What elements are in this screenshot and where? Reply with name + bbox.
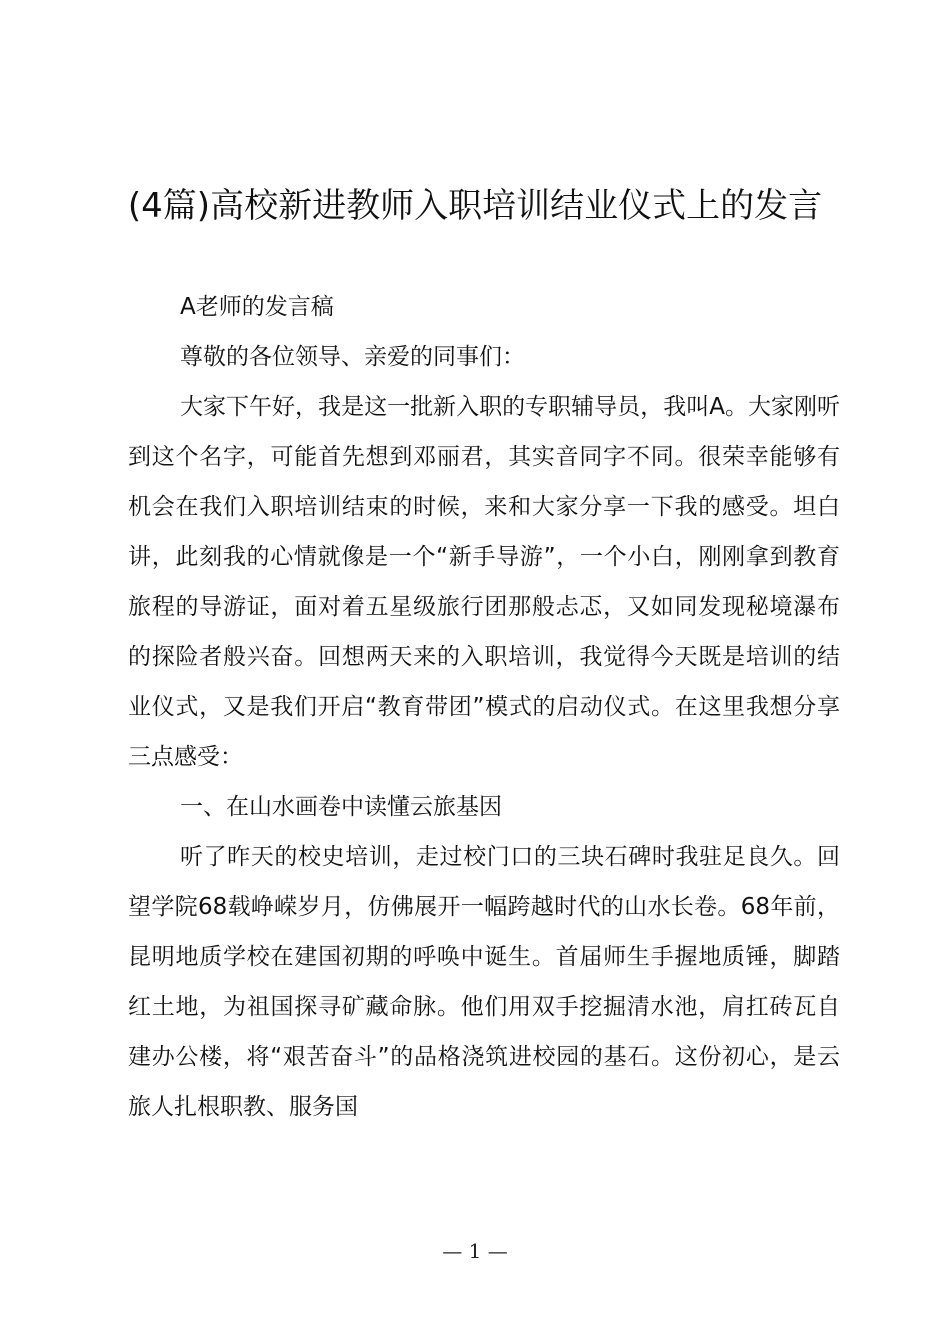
document-body: [128, 282, 840, 1132]
paragraph-school-history: 听了昨天的校史培训，走过校门口的三块石碑时我驻足良久。回望学院68载峥嵘岁月，仿佛展开一幅跨越时代的山水长卷。68年前，昆明地质学校在建国初期的呼唤中诞生。首届师生手握地质锤，脚踏红土地，为祖国探寻矿藏命脉。他们用双手挖掘清水池，肩扛砖瓦自建办公楼，将“艰苦奋斗”的品格浇筑进校园的基石。这份初心，是云旅人扎根职教、服务国: [128, 844, 840, 1120]
paragraph-intro: 大家下午好，我是这一批新入职的专职辅导员，我叫A。大家刚听到这个名字，可能首先想到邓丽君，其实音同字不同。很荣幸能够有机会在我们入职培训结束的时候，来和大家分享一下我的感受。坦白讲，此刻我的心情就像是一个“新手导游”，一个小白，刚刚拿到教育旅程的导游证，面对着五星级旅行团那般忐忑，又如同发现秘境瀑布的探险者般兴奋。回想两天来的入职培训，我觉得今天既是培训的结业仪式，又是我们开启“教育带团”模式的启动仪式。在这里我想分享三点感受：: [128, 394, 840, 770]
section-heading-1: 一、在山水画卷中读懂云旅基因: [180, 794, 502, 820]
document-title: (4篇)高校新进教师入职培训结业仪式上的发言: [127, 186, 823, 226]
greeting-line: 尊敬的各位领导、亲爱的同事们：: [180, 344, 525, 370]
speech-subtitle: A老师的发言稿: [180, 294, 334, 320]
page-number: — 1 —: [442, 1239, 508, 1263]
